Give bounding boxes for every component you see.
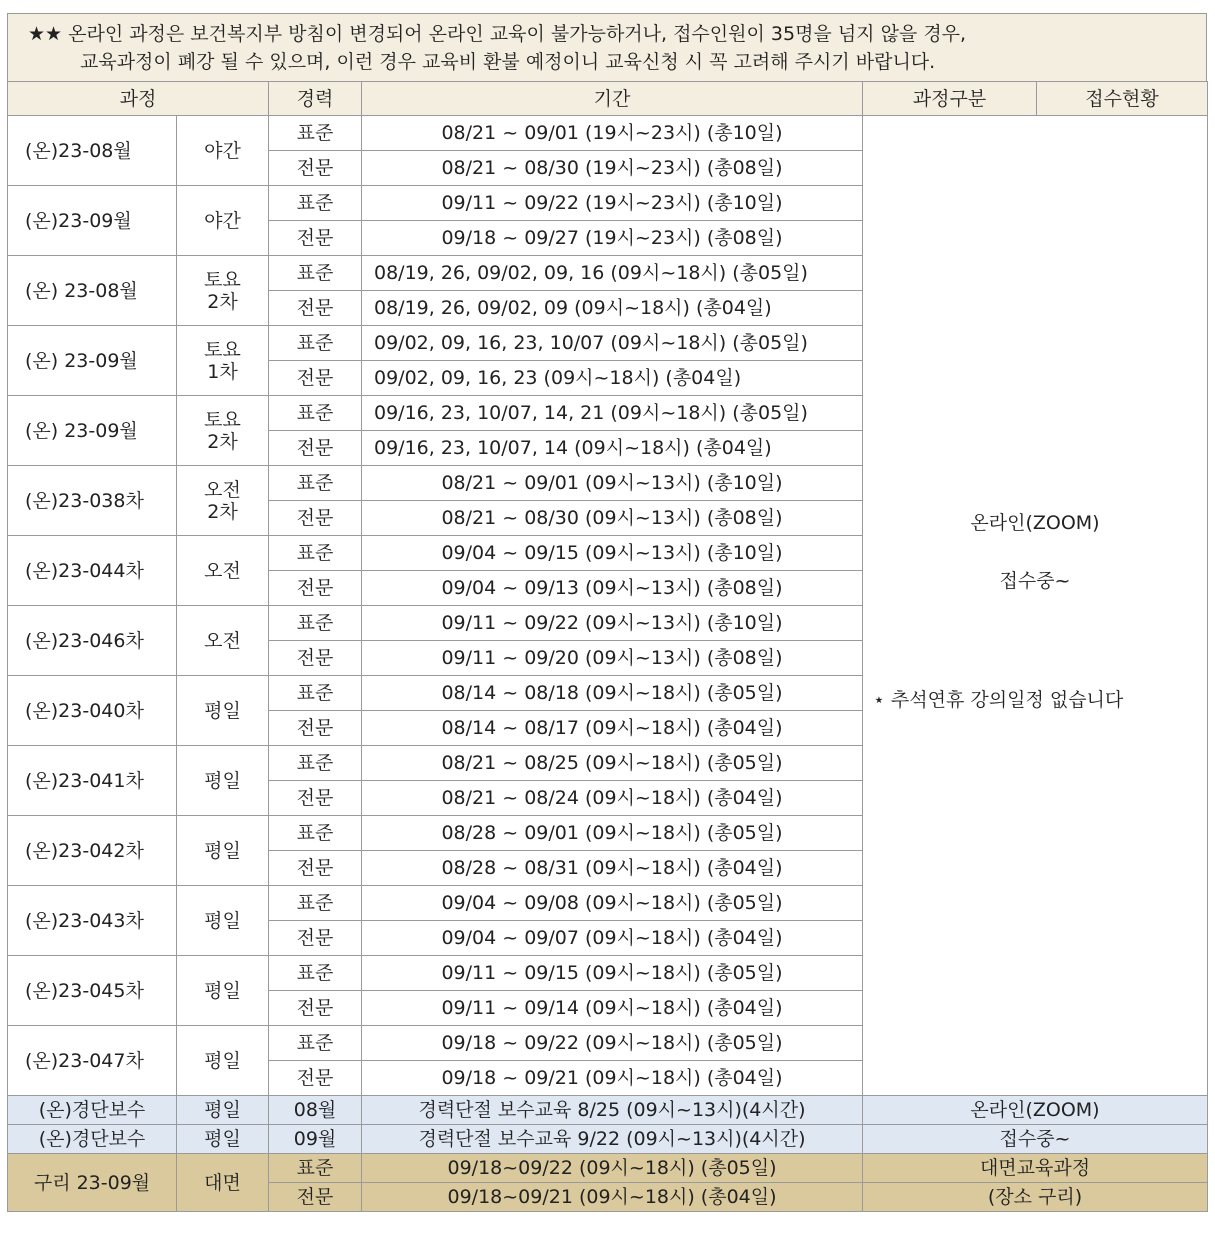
holiday-note: ⋆ 추석연휴 강의일정 없습니다 — [873, 689, 1124, 711]
session-cell: 야간 — [177, 186, 269, 256]
offline-place: (장소 구리) — [863, 1183, 1208, 1212]
period: 08/21 ~ 09/01 (19시~23시) (총10일) — [362, 116, 863, 151]
career-level: 표준 — [269, 396, 362, 431]
offline-row — [8, 1154, 1208, 1183]
period: 09/04 ~ 09/08 (09시~18시) (총05일) — [362, 886, 863, 921]
header-category: 과정구분 — [863, 82, 1037, 116]
header-row — [8, 82, 1208, 116]
period: 09/11 ~ 09/22 (19시~23시) (총10일) — [362, 186, 863, 221]
career-level: 표준 — [269, 746, 362, 781]
career-level: 전문 — [269, 921, 362, 956]
career-level: 표준 — [269, 606, 362, 641]
session-cell: 토요 1차 — [177, 326, 269, 396]
career-level: 전문 — [269, 711, 362, 746]
course-name: (온)23-09월 — [8, 186, 177, 256]
period: 08/21 ~ 08/30 (19시~23시) (총08일) — [362, 151, 863, 186]
course-name: (온)23-042차 — [8, 816, 177, 886]
course-name: (온)경단보수 — [8, 1125, 177, 1154]
career-level: 표준 — [269, 256, 362, 291]
period: 09/18~09/21 (09시~18시) (총04일) — [362, 1183, 863, 1212]
period: 08/19, 26, 09/02, 09 (09시~18시) (총04일) — [362, 291, 863, 326]
career-level: 표준 — [269, 676, 362, 711]
course-name: (온)23-047차 — [8, 1026, 177, 1096]
career-level: 전문 — [269, 641, 362, 676]
period: 09/11 ~ 09/22 (09시~13시) (총10일) — [362, 606, 863, 641]
period: 08/21 ~ 08/25 (09시~18시) (총05일) — [362, 746, 863, 781]
period: 09/16, 23, 10/07, 14 (09시~18시) (총04일) — [362, 431, 863, 466]
course-schedule-table — [7, 81, 1208, 1212]
period: 08/14 ~ 08/17 (09시~18시) (총04일) — [362, 711, 863, 746]
period: 09/18~09/22 (09시~18시) (총05일) — [362, 1154, 863, 1183]
period: 09/18 ~ 09/21 (09시~18시) (총04일) — [362, 1061, 863, 1096]
period: 09/18 ~ 09/27 (19시~23시) (총08일) — [362, 221, 863, 256]
header-course: 과정 — [8, 82, 269, 116]
career-level: 전문 — [269, 571, 362, 606]
session-cell: 평일 — [177, 886, 269, 956]
period: 09/18 ~ 09/22 (09시~18시) (총05일) — [362, 1026, 863, 1061]
offline-type: 대면교육과정 — [863, 1154, 1208, 1183]
career-level: 표준 — [269, 816, 362, 851]
period: 08/28 ~ 09/01 (09시~18시) (총05일) — [362, 816, 863, 851]
career-level: 표준 — [269, 326, 362, 361]
course-name: (온)23-046차 — [8, 606, 177, 676]
schedule-sheet — [7, 13, 1207, 1212]
period: 09/04 ~ 09/07 (09시~18시) (총04일) — [362, 921, 863, 956]
notice-line-1: ★★ 온라인 과정은 보건복지부 방침이 변경되어 온라인 교육이 불가능하거나, 접수인원이 35명을 넘지 않을 경우, — [28, 23, 967, 45]
header-status: 접수현황 — [1037, 82, 1208, 116]
refresher-row — [8, 1096, 1208, 1125]
career-level: 전문 — [269, 291, 362, 326]
notice-line-2: 교육과정이 폐강 될 수 있으며, 이런 경우 교육비 환불 예정이니 교육신청 시 꼭 고려해 주시기 바랍니다. — [80, 51, 936, 73]
online-info-cell — [863, 116, 1208, 1096]
course-name: (온)23-08월 — [8, 116, 177, 186]
period: 08/28 ~ 08/31 (09시~18시) (총04일) — [362, 851, 863, 886]
career-level: 표준 — [269, 186, 362, 221]
career-level: 표준 — [269, 466, 362, 501]
course-name: (온)23-040차 — [8, 676, 177, 746]
career-level: 표준 — [269, 1154, 362, 1183]
course-name: (온) 23-08월 — [8, 256, 177, 326]
session-cell: 평일 — [177, 1096, 269, 1125]
session-cell: 평일 — [177, 1026, 269, 1096]
period: 09/11 ~ 09/15 (09시~18시) (총05일) — [362, 956, 863, 991]
course-name: (온)23-044차 — [8, 536, 177, 606]
course-name: 구리 23-09월 — [8, 1154, 177, 1212]
period: 09/11 ~ 09/14 (09시~18시) (총04일) — [362, 991, 863, 1026]
session-cell: 평일 — [177, 746, 269, 816]
career-level: 전문 — [269, 1183, 362, 1212]
period: 09/02, 09, 16, 23 (09시~18시) (총04일) — [362, 361, 863, 396]
course-name: (온)23-041차 — [8, 746, 177, 816]
header-career: 경력 — [269, 82, 362, 116]
period: 경력단절 보수교육 9/22 (09시~13시)(4시간) — [362, 1125, 863, 1154]
period: 08/21 ~ 08/24 (09시~18시) (총04일) — [362, 781, 863, 816]
session-cell: 야간 — [177, 116, 269, 186]
course-name: (온)23-045차 — [8, 956, 177, 1026]
header-period: 기간 — [362, 82, 863, 116]
course-name: (온)23-043차 — [8, 886, 177, 956]
career-level: 전문 — [269, 151, 362, 186]
session-cell: 평일 — [177, 956, 269, 1026]
registration-status: 접수중~ — [999, 570, 1071, 592]
period: 08/21 ~ 09/01 (09시~13시) (총10일) — [362, 466, 863, 501]
table-row — [8, 116, 1208, 151]
period: 09/04 ~ 09/15 (09시~13시) (총10일) — [362, 536, 863, 571]
career-level: 전문 — [269, 361, 362, 396]
career-level: 전문 — [269, 991, 362, 1026]
session-cell: 평일 — [177, 676, 269, 746]
session-cell: 오전 — [177, 606, 269, 676]
refresher-row — [8, 1125, 1208, 1154]
course-name: (온)23-038차 — [8, 466, 177, 536]
course-name: (온)경단보수 — [8, 1096, 177, 1125]
course-name: (온) 23-09월 — [8, 326, 177, 396]
career-level: 전문 — [269, 221, 362, 256]
period: 08/19, 26, 09/02, 09, 16 (09시~18시) (총05일) — [362, 256, 863, 291]
career-level: 표준 — [269, 1026, 362, 1061]
refresher-type: 온라인(ZOOM) — [863, 1096, 1208, 1125]
period: 09/04 ~ 09/13 (09시~13시) (총08일) — [362, 571, 863, 606]
session-cell: 평일 — [177, 1125, 269, 1154]
period: 09/16, 23, 10/07, 14, 21 (09시~18시) (총05일) — [362, 396, 863, 431]
career-level: 표준 — [269, 956, 362, 991]
month-cell: 08월 — [269, 1096, 362, 1125]
career-level: 전문 — [269, 1061, 362, 1096]
session-cell: 토요 2차 — [177, 396, 269, 466]
career-level: 전문 — [269, 431, 362, 466]
period: 09/02, 09, 16, 23, 10/07 (09시~18시) (총05일) — [362, 326, 863, 361]
session-cell: 토요 2차 — [177, 256, 269, 326]
period: 09/11 ~ 09/20 (09시~13시) (총08일) — [362, 641, 863, 676]
session-cell: 오전 2차 — [177, 466, 269, 536]
month-cell: 09월 — [269, 1125, 362, 1154]
period: 08/21 ~ 08/30 (09시~13시) (총08일) — [362, 501, 863, 536]
period: 경력단절 보수교육 8/25 (09시~13시)(4시간) — [362, 1096, 863, 1125]
refresher-status: 접수중~ — [863, 1125, 1208, 1154]
career-level: 표준 — [269, 886, 362, 921]
career-level: 전문 — [269, 501, 362, 536]
session-cell: 대면 — [177, 1154, 269, 1212]
career-level: 표준 — [269, 536, 362, 571]
period: 08/14 ~ 08/18 (09시~18시) (총05일) — [362, 676, 863, 711]
session-cell: 오전 — [177, 536, 269, 606]
career-level: 전문 — [269, 851, 362, 886]
course-name: (온) 23-09월 — [8, 396, 177, 466]
notice-box — [7, 13, 1207, 81]
session-cell: 평일 — [177, 816, 269, 886]
course-type: 온라인(ZOOM) — [970, 512, 1100, 534]
career-level: 표준 — [269, 116, 362, 151]
career-level: 전문 — [269, 781, 362, 816]
